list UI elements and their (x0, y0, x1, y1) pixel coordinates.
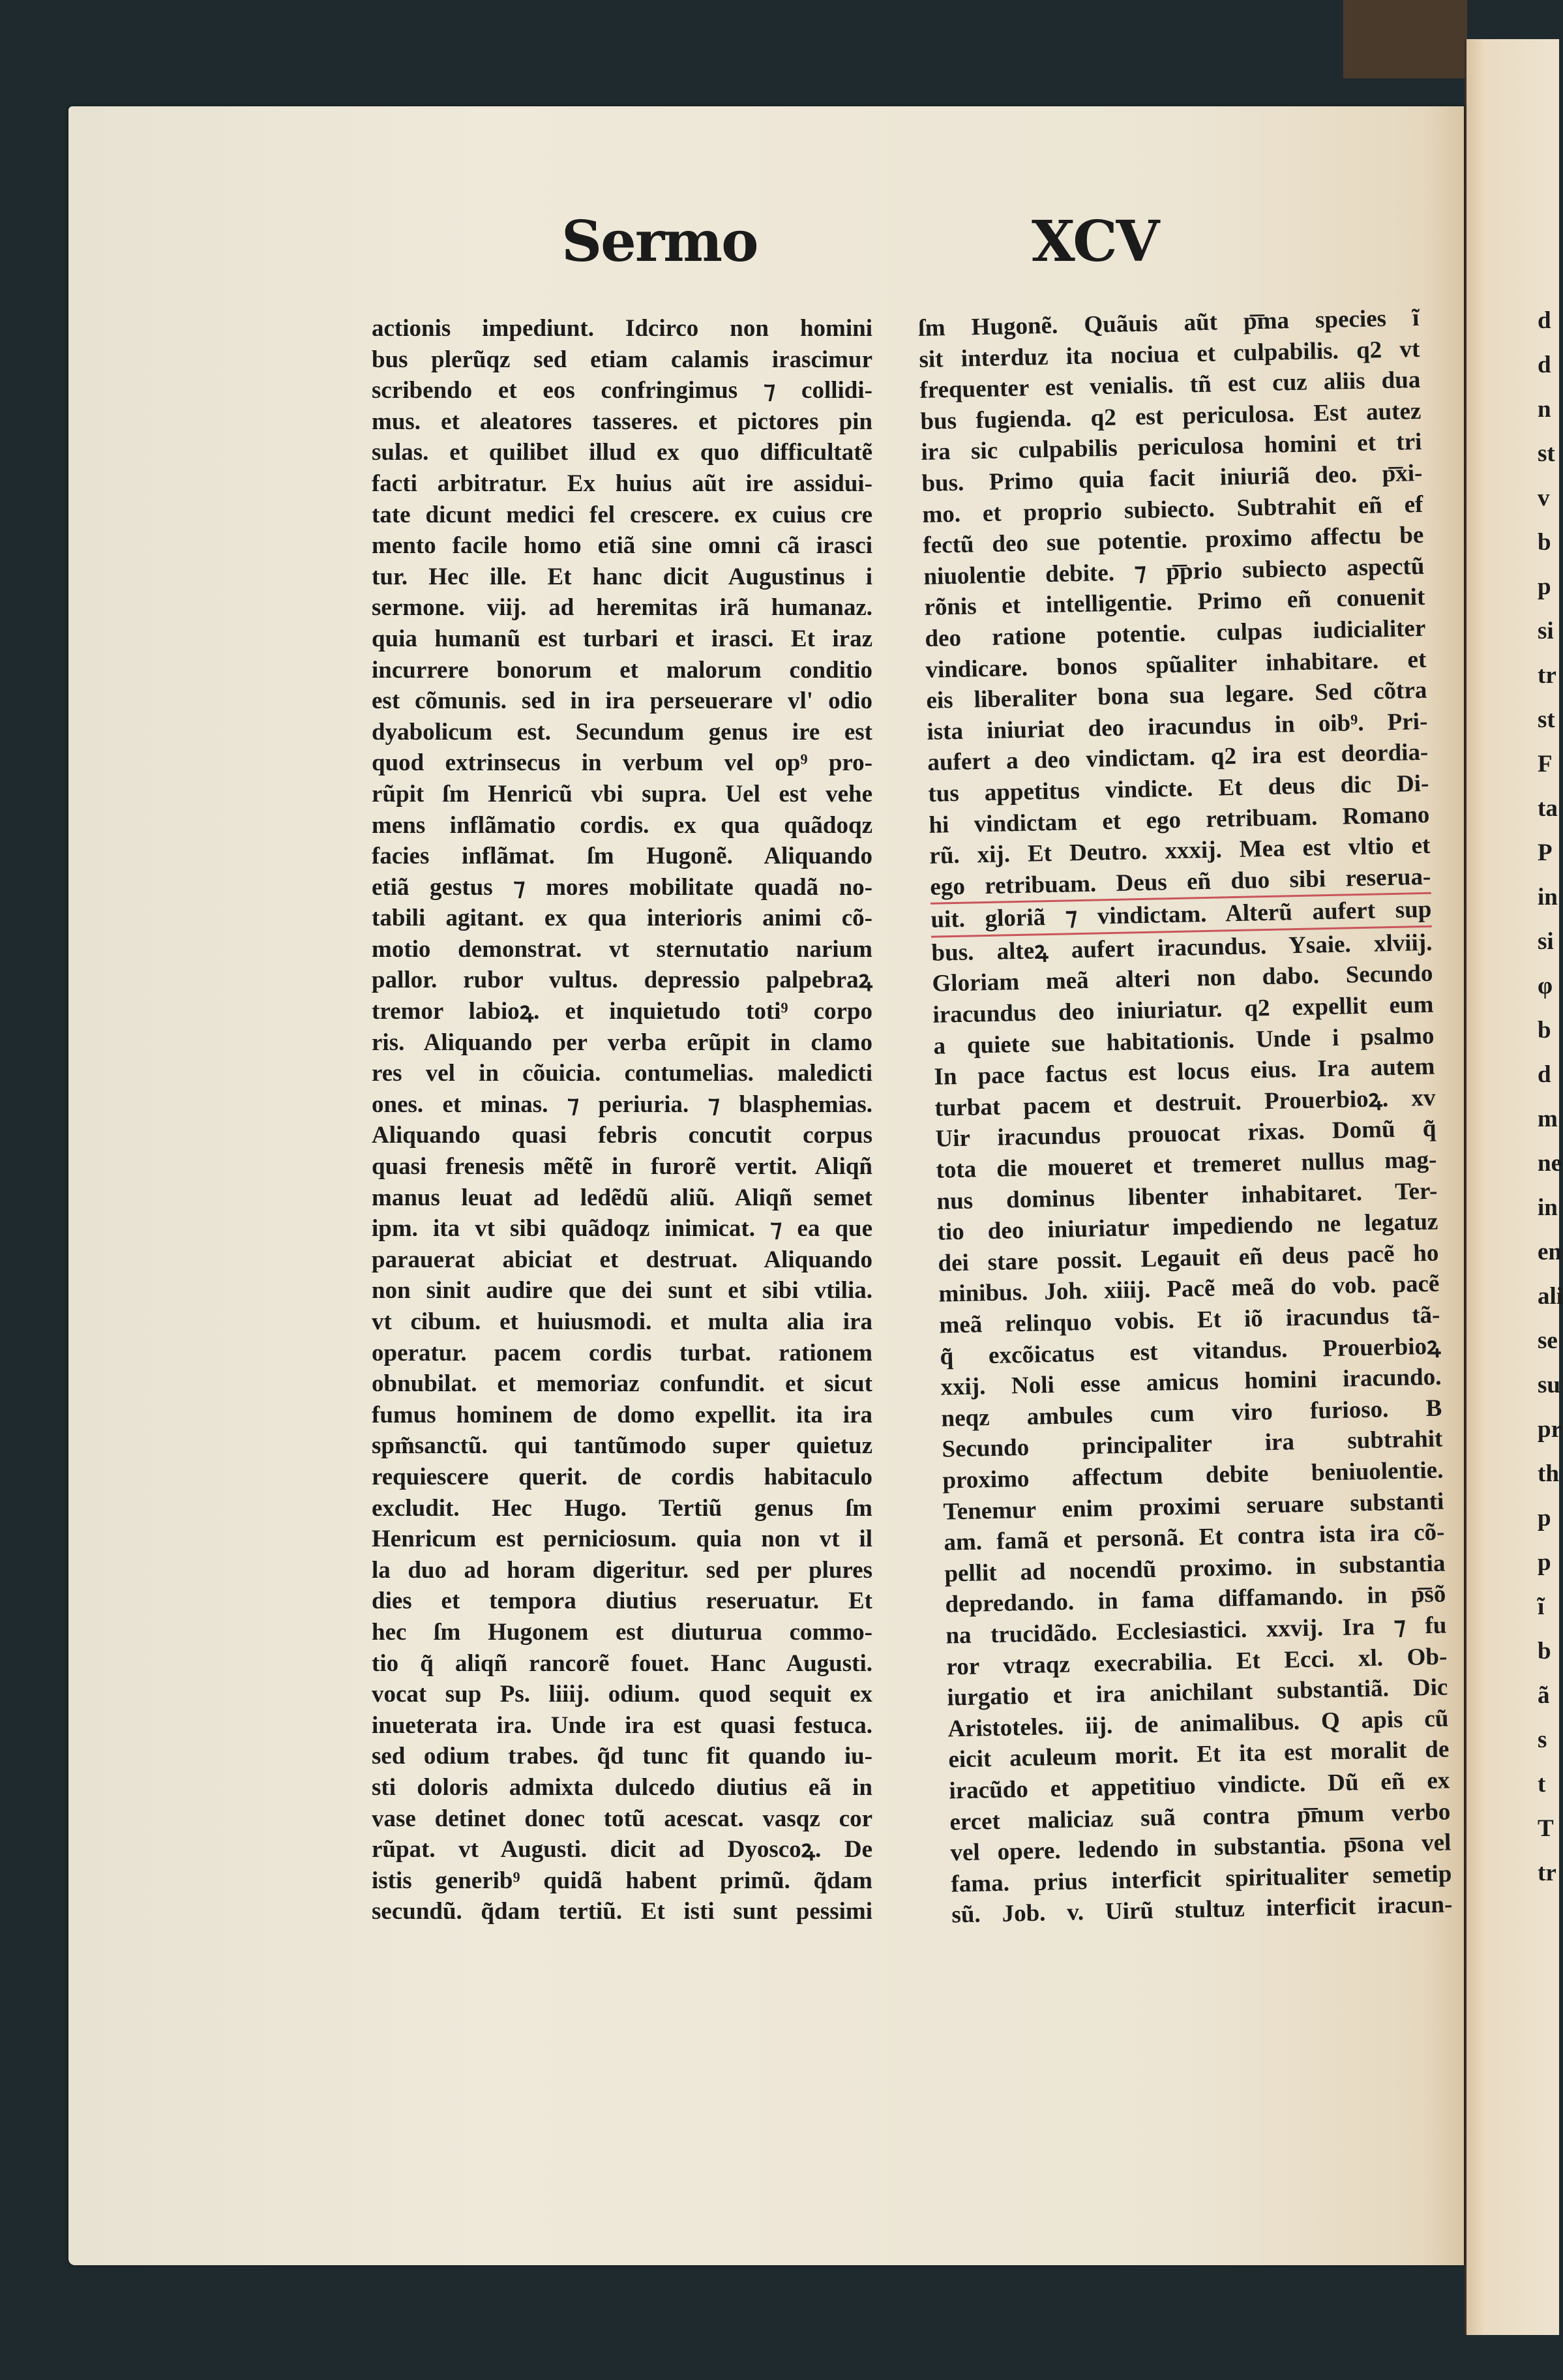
text-line: ista iniuriat deo iracundus in oib⁹. Pri- (927, 708, 1428, 746)
text-line: parauerat abiciat et destruat. Aliquando (372, 1246, 872, 1273)
facing-page-fragment: tr (1538, 1860, 1556, 1886)
text-line: sti doloris admixta dulcedo diutius eã in (372, 1773, 872, 1801)
text-line: hi vindictam et ego retribuam. Romano (929, 801, 1430, 839)
text-line: tate dicunt medici fel crescere. ex cuius cre (372, 501, 872, 528)
text-line: sit interduz ita nociua et culpabilis. q2 vt (919, 335, 1420, 373)
facing-page-fragment: T (1538, 1815, 1554, 1842)
text-line: sũ. Job. v. Uirũ stultuz interficit iracun- (951, 1891, 1453, 1929)
facing-page-fragment: p (1538, 573, 1551, 600)
text-line: ones. et minas. ⁊ periuria. ⁊ blasphemias. (372, 1091, 872, 1118)
text-line: fectũ deo sue potentie. proximo affectu be (923, 521, 1424, 560)
facing-page-fragment: si (1538, 618, 1554, 644)
text-line: Aliquando quasi febris concutit corpus (372, 1122, 872, 1149)
facing-page-fragment: d (1538, 1061, 1551, 1088)
text-line: iracũdo et appetitiuo vindicte. Dũ eñ ex (949, 1767, 1450, 1805)
text-line: dei stare possit. Legauit eñ deus pacẽ ho (938, 1239, 1439, 1277)
book-spine (1343, 0, 1467, 78)
text-line: quod extrinsecus in verbum vel op⁹ pro- (372, 749, 872, 777)
text-line: ira sic culpabilis periculosa homini et tri (921, 429, 1422, 466)
text-line: tur. Hec ille. Et hanc dicit Augustinus i (372, 563, 872, 590)
text-line: mo. et proprio subiecto. Subtrahit eñ ef (922, 490, 1423, 528)
text-line: est cõmunis. sed in ira perseuerare vl' odio (372, 687, 872, 715)
text-line: In pace factus est locus eius. Ira autem (934, 1053, 1435, 1091)
text-line: mento facile homo etiã sine omni cã irasci (372, 532, 872, 560)
text-line: bus. Primo quia facit iniuriã deo. p͞xi- (921, 459, 1423, 497)
text-line: eis liberaliter bona sua legare. Sed cõtra (926, 676, 1427, 714)
text-line: facies inflãmat. ſm Hugonẽ. Aliquando (372, 843, 872, 870)
text-line: niuolentie debite. ⁊ p͞prio subiecto aspectũ (923, 552, 1425, 590)
text-line: Uir iracundus prouocat rixas. Domũ q̃ (935, 1115, 1436, 1153)
text-line: proximo affectum debite beniuolentie. (942, 1456, 1444, 1494)
text-line: vt cibum. et huiusmodi. et multa alia ira (372, 1308, 872, 1335)
text-line: xxij. Noli esse amicus homini iracundo. (940, 1363, 1442, 1401)
text-line: neqz ambules cum viro furioso. B (941, 1394, 1442, 1432)
text-line: ercet maliciaz suã contra p͞mum verbo (949, 1798, 1451, 1835)
facing-page-fragment: ta (1538, 795, 1558, 822)
text-line: dyabolicum est. Secundum genus ire est (372, 718, 872, 746)
text-line: tota die moueret et tremeret nullus mag- (936, 1146, 1437, 1184)
facing-page-fragment: ĩ (1538, 1593, 1545, 1620)
text-line: sed odium trabes. q̃d tunc fit quando iu- (372, 1743, 872, 1770)
text-line: motio demonstrat. vt sternutatio narium (372, 935, 872, 963)
text-line: tus appetitus vindicte. Et deus dic Di- (928, 770, 1429, 807)
text-line: Henricum est perniciosum. quia non vt il (372, 1526, 872, 1553)
text-line: res vel in cõuicia. contumelias. maledicti (372, 1060, 872, 1087)
facing-page-fragment: en (1538, 1239, 1562, 1265)
text-line: pallor. rubor vultus. depressio palpebraꝝ (372, 967, 872, 994)
facing-page-fragment: s (1538, 1726, 1547, 1753)
text-line: hec ſm Hugonem est diuturua commo- (372, 1618, 872, 1646)
text-line: meã relinquo vobis. Et iõ iracundus tã- (939, 1301, 1440, 1339)
facing-page-fragment: n (1538, 396, 1551, 423)
text-line: ipm. ita vt sibi quãdoqz inimicat. ⁊ ea que (372, 1215, 872, 1243)
text-line: ris. Aliquando per verba erũpit in clamo (372, 1029, 872, 1056)
text-line: na trucidãdo. Ecclesiastici. xxvij. Ira ⁊ fu (945, 1612, 1447, 1649)
facing-page-fragment: p (1538, 1505, 1551, 1531)
text-line: bus plerũqz sed etiam calamis irascimur (372, 346, 872, 373)
text-line: tabili agitant. ex qua interioris animi cõ- (372, 905, 872, 932)
facing-page-fragment: F (1538, 751, 1553, 777)
text-line: ror vtraqz execrabilia. Et Ecci. xl. Ob- (946, 1642, 1448, 1681)
text-line: la duo ad horam digeritur. sed per plures (372, 1556, 872, 1584)
text-line: vocat sup Ps. liiij. odium. quod sequit ex (372, 1681, 872, 1708)
text-line: Secundo principaliter ira subtrahit (942, 1425, 1443, 1463)
facing-page-fragment: in (1538, 884, 1558, 911)
text-line: am. famã et personã. Et contra ista ira cõ- (944, 1518, 1445, 1556)
text-line: turbat pacem et destruit. Prouerbioꝝ. xv (934, 1084, 1436, 1122)
facing-page-fragment: b (1538, 1017, 1551, 1044)
facing-page-fragment: pr (1538, 1416, 1562, 1443)
text-line: secundũ. q̃dam tertiũ. Et isti sunt pessimi (372, 1898, 872, 1925)
text-line: rũpat. vt Augusti. dicit ad Dyoscoꝝ. De (372, 1836, 872, 1863)
text-line: ſm Hugonẽ. Quãuis aũt p͞ma species ĩ (918, 304, 1420, 342)
text-line: tremor labioꝝ. et inquietudo toti⁹ corpo (372, 998, 872, 1025)
facing-page-fragment: ã (1538, 1682, 1550, 1709)
text-line: iracundus deo iniuriatur. q2 expellit eum (932, 991, 1434, 1029)
text-line: deo ratione potentie. culpas iudicialiter (925, 614, 1426, 652)
text-line: bus. alteꝝ aufert iracundus. Ysaie. xlviij. (931, 929, 1433, 967)
text-line: frequenter est venialis. tñ est cuz aliis dua (919, 367, 1421, 404)
facing-page-fragment: b (1538, 529, 1551, 556)
text-line: tio deo iniuriatur impediendo ne legatuz (937, 1208, 1438, 1246)
text-line: bus fugienda. q2 est periculosa. Est autez (920, 397, 1422, 435)
text-line: mens inflãmatio cordis. ex qua quãdoqz (372, 811, 872, 839)
text-line: uit. gloriã ⁊ vindictam. Alterũ aufert sup (930, 894, 1432, 938)
text-line: aufert a deo vindictam. q2 ira est deordia- (927, 739, 1429, 777)
facing-page-fragment: v (1538, 485, 1550, 511)
facing-page-fragment: st (1538, 440, 1555, 467)
text-line: facti arbitratur. Ex huius aũt ire assidui- (372, 470, 872, 497)
text-line: rũpit ſm Henricũ vbi supra. Uel est vehe (372, 780, 872, 807)
text-line: sulas. et quilibet illud ex quo difficultatẽ (372, 439, 872, 466)
facing-page-fragment: d (1538, 307, 1551, 334)
text-line: vindicare. bonos spũaliter inhabitare. et (925, 646, 1427, 684)
facing-page-fragment: m (1538, 1106, 1558, 1132)
facing-page-fragment: d (1538, 352, 1551, 378)
text-line: non sinit audire que dei sunt et sibi vtilia. (372, 1277, 872, 1304)
text-line: requiescere querit. de cordis habitaculo (372, 1463, 872, 1490)
running-title: Sermo (561, 209, 758, 275)
facing-page-fragment: ne (1538, 1150, 1562, 1177)
text-line: excludit. Hec Hugo. Tertiũ genus ſm (372, 1494, 872, 1522)
text-line: manus leuat ad ledẽdũ aliũ. Aliqñ semet (372, 1184, 872, 1211)
text-line: quasi frenesis mẽtẽ in furorẽ vertit. Aliqñ (372, 1153, 872, 1181)
text-line: spm̃sanctũ. qui tantũmodo super quietuz (372, 1432, 872, 1460)
text-line: scribendo et eos confringimus ⁊ collidi- (372, 377, 872, 404)
text-line: Tenemur enim proximi seruare substanti (943, 1488, 1444, 1526)
facing-page-fragment: se (1538, 1327, 1558, 1354)
text-column-left (372, 313, 872, 1927)
text-line: quia humanũ est turbari et irasci. Et iraz (372, 625, 872, 652)
folio-number: XCV (1032, 209, 1159, 275)
text-line: etiã gestus ⁊ mores mobilitate quadã no- (372, 873, 872, 901)
text-line: vase detinet donec totũ acescat. vasqz cor (372, 1805, 872, 1832)
text-line: sermone. viij. ad heremitas irã humanaz. (372, 594, 872, 622)
facing-page-fragment: si (1538, 928, 1554, 955)
text-line: ego retribuam. Deus eñ duo sibi reserua- (930, 861, 1431, 905)
text-line: rũ. xij. Et Deutro. xxxij. Mea est vltio et (929, 832, 1431, 869)
text-line: istis generib⁹ quidã habent primũ. q̃dam (372, 1867, 872, 1894)
facing-page-edge (1465, 39, 1559, 2335)
facing-page-fragment: φ (1538, 972, 1553, 999)
text-line: operatur. pacem cordis turbat. rationem (372, 1339, 872, 1366)
facing-page-fragment: t (1538, 1771, 1546, 1798)
text-line: a quiete sue habitationis. Unde i psalmo (933, 1022, 1435, 1060)
text-line: tio q̃ aliqñ rancorẽ fouet. Hanc Augusti. (372, 1649, 872, 1677)
text-line: depredando. in fama diffamando. in p͞sõ (945, 1580, 1446, 1618)
text-line: inueterata ira. Unde ira est quasi festuca. (372, 1711, 872, 1739)
text-line: vel opere. ledendo in substantia. p͞sona vel (950, 1829, 1451, 1867)
facing-page-fragment: in (1538, 1194, 1558, 1221)
text-line: actionis impediunt. Idcirco non homini (372, 315, 872, 342)
text-line: fumus hominem de domo expellit. ita ira (372, 1401, 872, 1428)
text-line: incurrere bonorum et malorum conditio (372, 656, 872, 684)
facing-page-fragment: ali (1538, 1283, 1563, 1310)
text-line: Gloriam meã alteri non dabo. Secundo (932, 960, 1433, 998)
facing-page-fragment: b (1538, 1638, 1551, 1664)
text-line: nus dominus libenter inhabitaret. Ter- (936, 1177, 1438, 1215)
text-line: q̃ excõicatus est vitandus. Prouerbioꝝ (940, 1333, 1441, 1370)
facing-page-fragment: st (1538, 706, 1555, 733)
text-line: Aristoteles. iij. de animalibus. Q apis cũ (947, 1705, 1449, 1743)
text-line: pellit ad nocendũ proximo. in substantia (944, 1550, 1446, 1588)
text-line: mus. et aleatores tasseres. et pictores pin (372, 408, 872, 435)
facing-page-fragment: p (1538, 1549, 1551, 1576)
text-line: dies et tempora diutius reseruatur. Et (372, 1588, 872, 1615)
text-line: obnubilat. et memoriaz confundit. et sicut (372, 1370, 872, 1398)
facing-page-fragment: su (1538, 1372, 1560, 1398)
text-line: minibus. Joh. xiiij. Pacẽ meã do vob. pacẽ (938, 1270, 1440, 1308)
text-line: iurgatio et ira anichilant substantiã. Dic (947, 1674, 1448, 1711)
facing-page-fragment: tr (1538, 662, 1556, 689)
facing-page-fragment: th (1538, 1460, 1559, 1487)
text-line: fama. prius interficit spiritualiter semetip (951, 1860, 1452, 1898)
text-line: eicit aculeum morit. Et ita est moralit de (948, 1736, 1450, 1773)
text-line: rõnis et intelligentie. Primo eñ conuenit (924, 584, 1425, 622)
text-column-right (918, 303, 1453, 1931)
facing-page-fragment: P (1538, 839, 1553, 866)
